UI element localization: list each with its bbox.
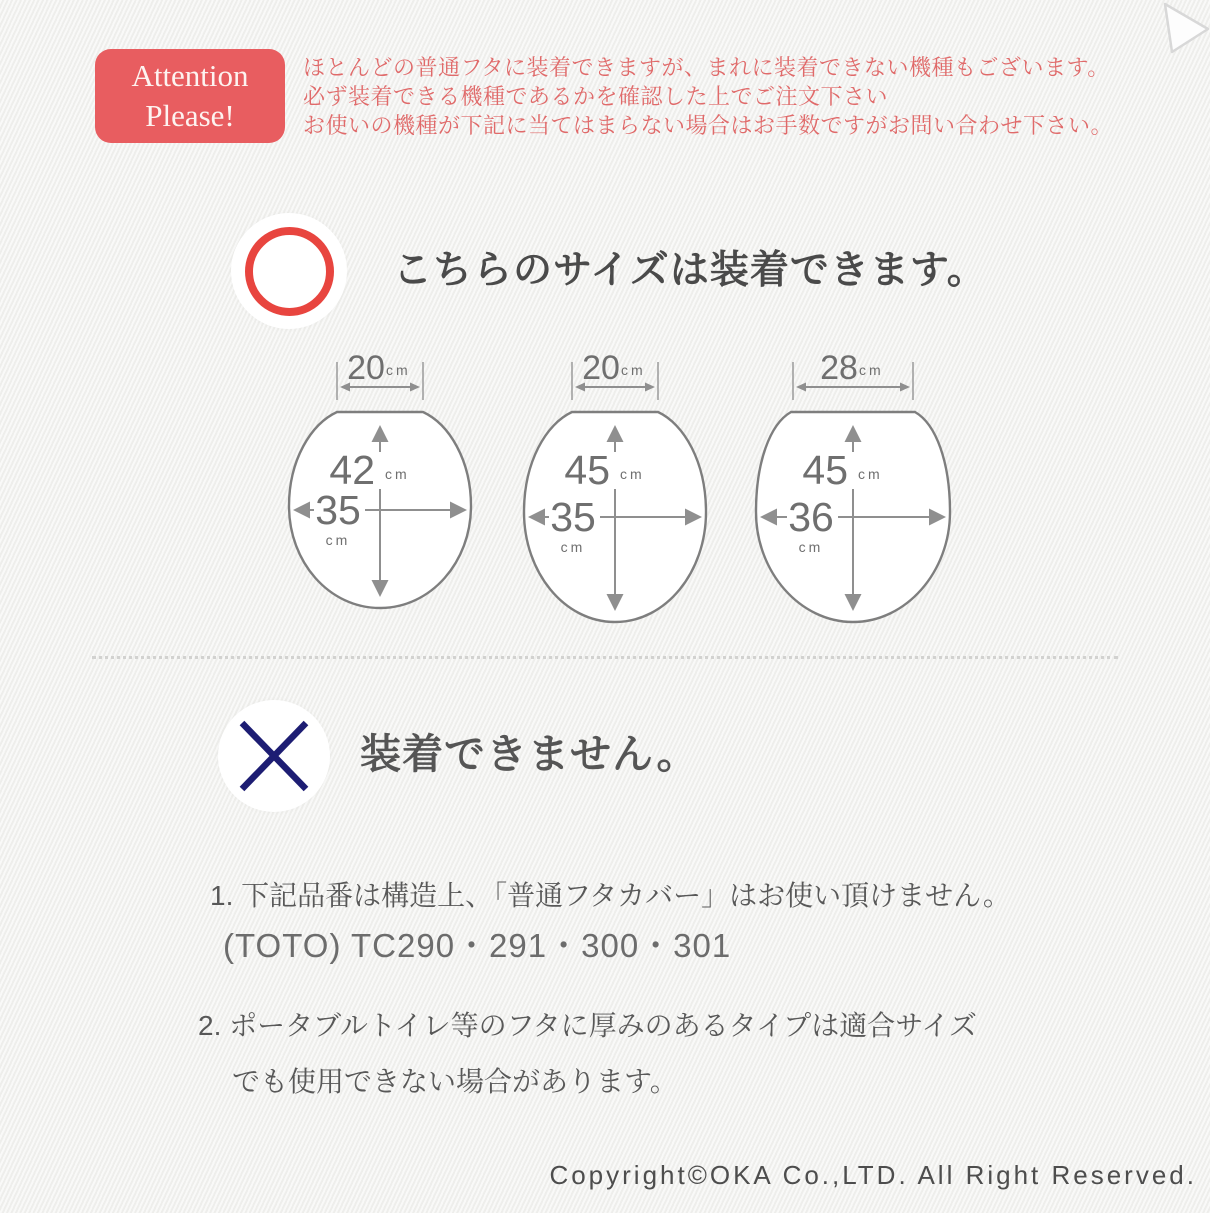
attention-line-3: お使いの機種が下記に当てはまらない場合はお手数ですがお問い合わせ下さい。 [303,113,1114,138]
note-2-line-1: 2. ポータブルトイレ等のフタに厚みのあるタイプは適合サイズ [198,1010,978,1041]
top-width-value: 20 [347,349,385,387]
lid-diagram-1 [280,346,480,638]
length-value: 45 [564,447,610,493]
copyright-text: Copyright©OKA Co.,LTD. All Right Reserved. [549,1160,1197,1190]
length-unit: cm [620,466,645,482]
triangle-shape [1165,4,1208,52]
length-unit: cm [858,466,883,482]
note-1-text: 1. 下記品番は構造上、「普通フタカバー」はお使い頂けません。 [210,880,1011,911]
dotted-divider [92,656,1118,659]
top-width-value: 28 [820,349,858,387]
next-arrow-icon[interactable] [1130,0,1210,60]
top-width-unit: cm [621,362,646,378]
attention-line-1: ほとんどの普通フタに装着できますが、まれに装着できない機種もございます。 [303,55,1110,80]
width-unit: cm [560,539,586,555]
attention-text [303,53,1133,140]
width-unit: cm [325,532,351,548]
attention-badge-line1: Attention [131,58,249,93]
lid-diagram-3 [753,346,953,638]
top-width-unit: cm [859,362,884,378]
top-width-unit: cm [386,362,411,378]
width-value: 35 [315,487,361,533]
width-value: 36 [788,494,834,540]
length-unit: cm [385,466,410,482]
top-width-value: 20 [582,349,620,387]
lid-diagram-2 [515,346,715,638]
unfit-section-heading: 装着できません。 [360,731,699,777]
length-value: 42 [329,447,375,493]
width-value: 35 [550,494,596,540]
fit-ok-symbol [231,213,347,329]
length-value: 45 [802,447,848,493]
arrowhead-left [796,383,806,392]
attention-badge [95,49,285,143]
arrowhead-right [900,383,910,392]
cross-icon [237,718,311,794]
note-1-models: (TOTO) TC290・291・300・301 [223,927,732,964]
fit-section-heading: こちらのサイズは装着できます。 [393,249,987,292]
note-2-line-2: でも使用できない場合があります。 [232,1066,678,1097]
attention-badge-line2: Please! [145,98,235,133]
arrowhead-right [645,383,655,392]
attention-line-2: 必ず装着できる機種であるかを確認した上でご注文下さい [303,84,889,109]
unfit-x-symbol [218,700,330,812]
arrowhead-right [410,383,420,392]
width-unit: cm [798,539,824,555]
circle-ok-icon [245,227,334,316]
